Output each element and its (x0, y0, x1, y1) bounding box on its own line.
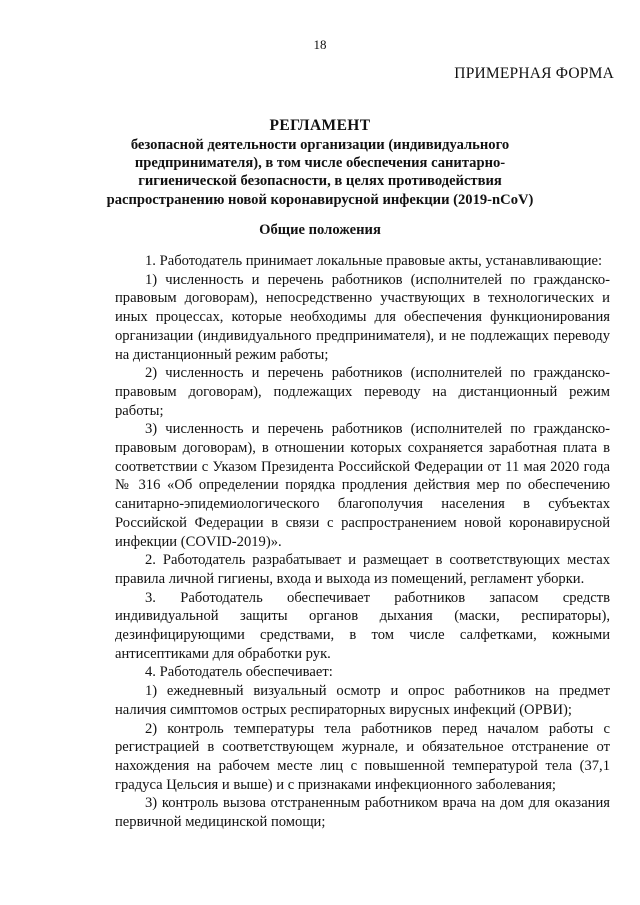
paragraph: 4. Работодатель обеспечивает: (145, 664, 333, 681)
paragraph: 1) ежедневный визуальный осмотр и опрос работников на предмет наличия симптомов острых респираторных вирусных инфекций (ОРВИ); (115, 683, 610, 718)
paragraph: 3. Работодатель обеспечивает работников запасом средств индивидуальной защиты органов дыхания (маски, респираторы), дезинфицирующими средствами, в том числе салфетками, кожными антисептиками для обработки рук. (115, 589, 610, 662)
paragraph: 1) численность и перечень работников (исполнителей по гражданско-правовым договорам), непосредственно участвующих в технологических и иных процессах, которые необходимы для обеспечения функционирования организации (индивидуального предпринимателя), и не подлежащих переводу на дистанционный режим работы; (115, 271, 610, 363)
paragraph: 1. Работодатель принимает локальные правовые акты, устанавливающие: (145, 253, 603, 269)
section-heading: Общие положения (259, 222, 381, 238)
document-body (115, 252, 610, 832)
document-title: РЕГЛАМЕНТ (269, 117, 371, 134)
paragraph: 3) контроль вызова отстраненным работником врача на дом для оказания первичной медицинской помощи; (115, 795, 610, 831)
document-subtitle: безопасной деятельности организации (индивидуального предпринимателя), в том числе обеспечения санитарно-гигиенической безопасности, в целях противодействия распространению новой коронавирусной инфекции (2019-nCoV) (106, 137, 534, 208)
paragraph: 2) контроль температуры тела работников перед началом работы с регистрацией в соответствующем журнале, и обязательное отстранение от нахождения на рабочем месте лиц с повышенной температурой тела (37,1 градуса Цельсия и выше) и с признаками инфекционного заболевания; (115, 720, 610, 793)
page-number: 18 (313, 37, 327, 52)
form-label: ПРИМЕРНАЯ ФОРМА (454, 65, 614, 82)
paragraph: 3) численность и перечень работников (исполнителей по гражданско-правовым договорам), в отношении которых сохраняется заработная плата в соответствии с Указом Президента Российской Федерации от 11 мая 2020 года № 316 «Об определении порядка продления действия мер по обеспечению санитарно-эпидемиологического благополучия населения в субъектах Российской Федерации в связи с распространением новой коронавирусной инфекции (COVID-2019)». (115, 421, 610, 550)
paragraph: 2) численность и перечень работников (исполнителей по гражданско-правовым договорам), подлежащих переводу на дистанционный режим работы; (115, 365, 610, 419)
paragraph: 2. Работодатель разрабатывает и размещает в соответствующих местах правила личной гигиены, входа и выхода из помещений, регламент уборки. (115, 552, 610, 587)
